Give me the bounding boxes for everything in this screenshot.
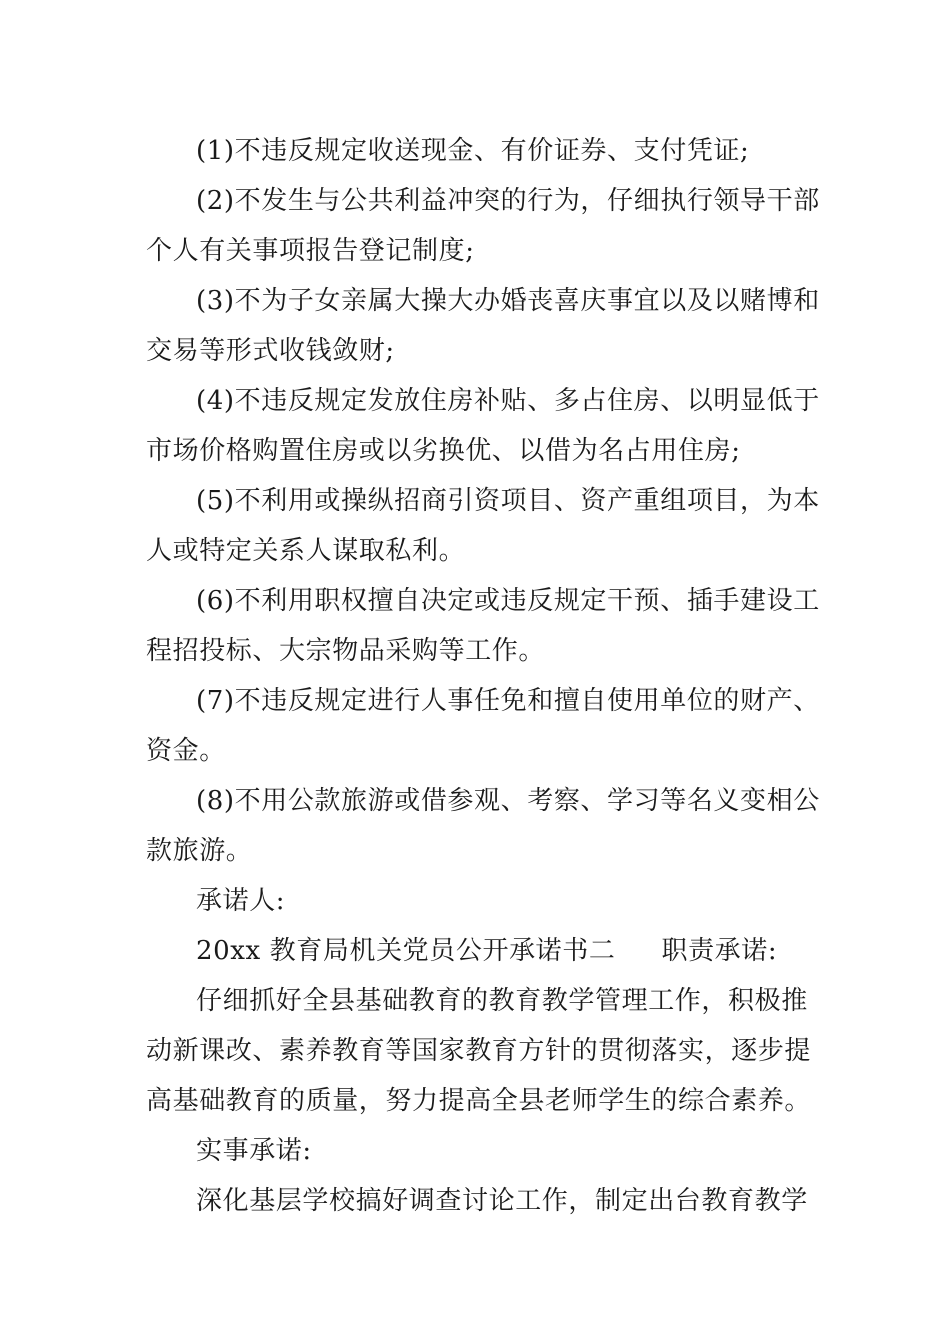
paragraph-line: 个人有关事项报告登记制度; (146, 236, 475, 266)
paragraph-line: 程招投标、大宗物品采购等工作。 (146, 636, 546, 666)
paragraph-line: 市场价格购置住房或以劣换优、以借为名占用住房; (146, 436, 741, 466)
subsection-title: 实事承诺: (196, 1136, 312, 1166)
paragraph-line: (3)不为子女亲属大操大办婚丧喜庆事宜以及以赌博和 (196, 286, 820, 316)
paragraph-line: (1)不违反规定收送现金、有价证券、支付凭证; (196, 136, 750, 166)
paragraph-line: (7)不违反规定进行人事任免和擅自使用单位的财产、 (196, 686, 820, 716)
paragraph-line: (6)不利用职权擅自决定或违反规定干预、插手建设工 (196, 586, 820, 616)
section-heading-line (146, 926, 808, 976)
paragraph-line: (8)不用公款旅游或借参观、考察、学习等名义变相公 (196, 786, 820, 816)
subsection-title: 职责承诺: (661, 936, 778, 966)
paragraph-line: (4)不违反规定发放住房补贴、多占住房、以明显低于 (196, 386, 820, 416)
paragraph-line: 交易等形式收钱敛财; (146, 336, 395, 366)
paragraph-line: 动新课改、素养教育等国家教育方针的贯彻落实，逐步提 (146, 1036, 812, 1066)
paragraph-line: 高基础教育的质量，努力提高全县老师学生的综合素养。 (146, 1086, 812, 1116)
paragraph-line: 款旅游。 (146, 836, 253, 866)
signature-label: 承诺人: (196, 886, 286, 916)
paragraph-line: 深化基层学校搞好调查讨论工作，制定出台教育教学 (196, 1186, 808, 1216)
paragraph-line: 仔细抓好全县基础教育的教育教学管理工作，积极推 (196, 986, 808, 1016)
paragraph-line: 资金。 (146, 736, 226, 766)
paragraph-line: 人或特定关系人谋取私利。 (146, 536, 466, 566)
paragraph-line: (2)不发生与公共利益冲突的行为，仔细执行领导干部 (196, 186, 820, 216)
section-title: 20xx 教育局机关党员公开承诺书二 (196, 936, 616, 966)
document-body (146, 126, 820, 1226)
paragraph-line: (5)不利用或操纵招商引资项目、资产重组项目，为本 (196, 486, 820, 516)
